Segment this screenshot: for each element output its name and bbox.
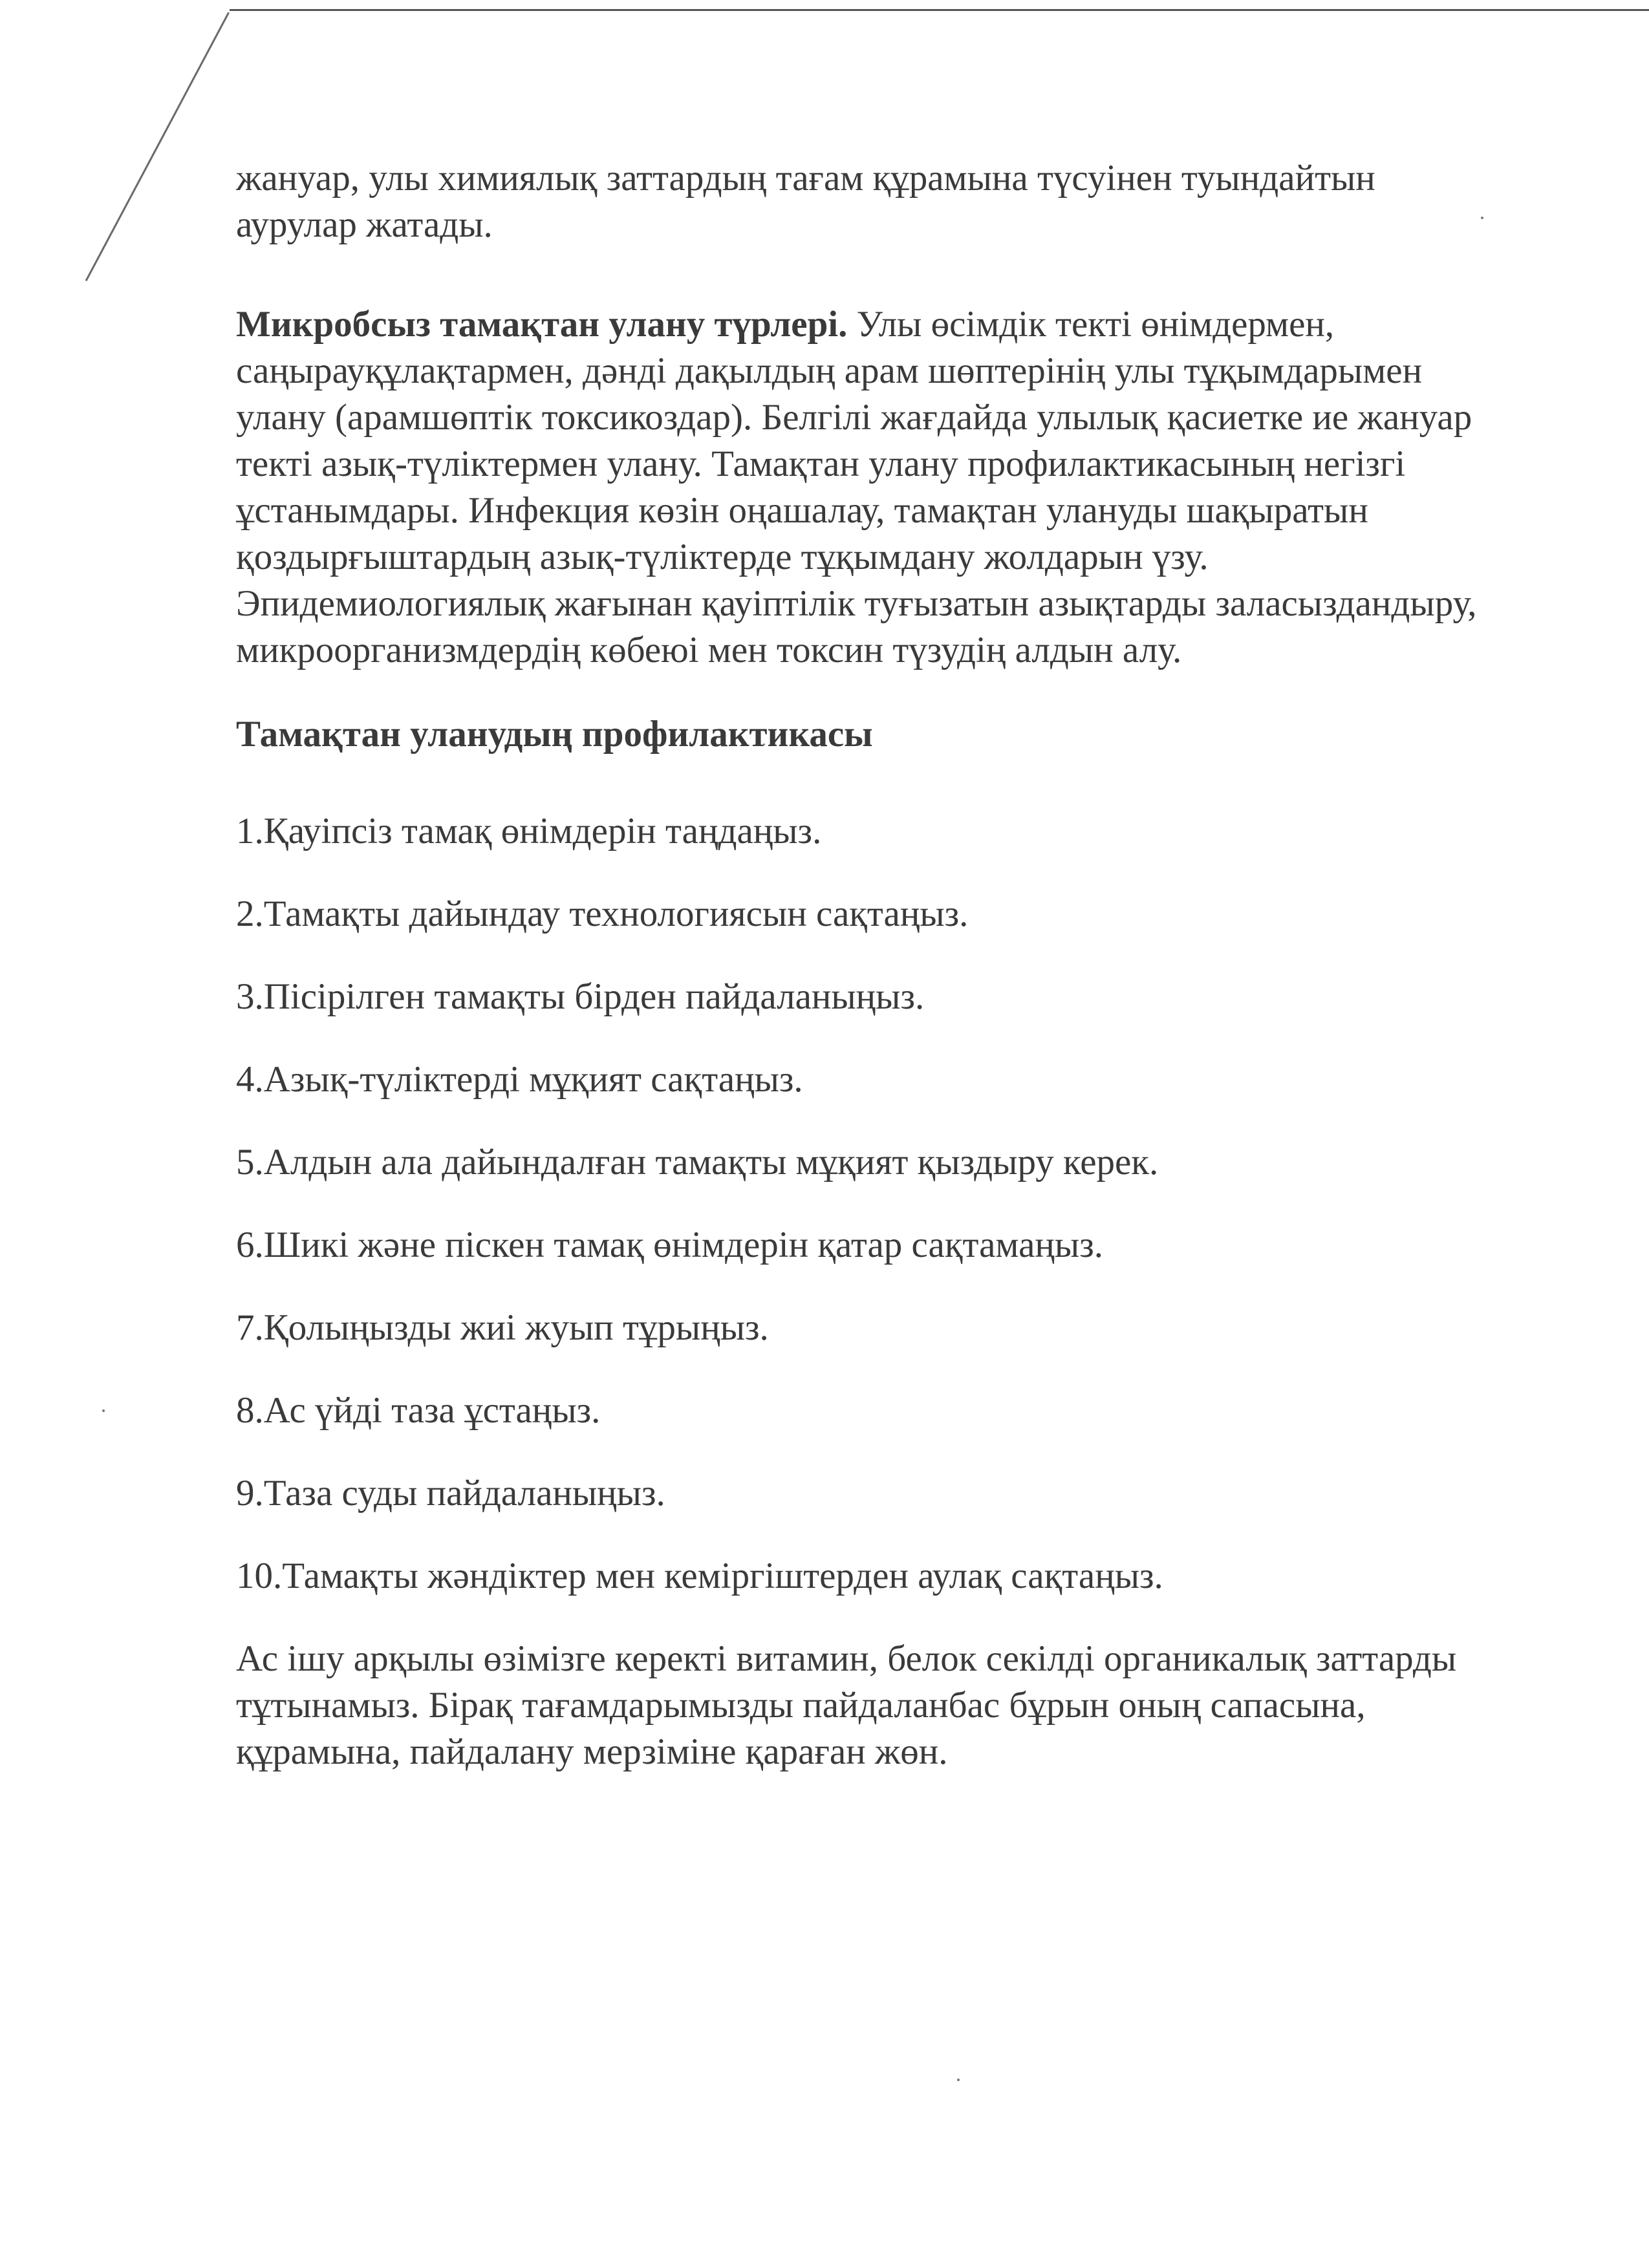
prevention-list (236, 808, 1529, 1599)
list-item: 1.Қауіпсіз тамақ өнімдерін таңдаңыз. (236, 811, 822, 851)
closing-line: Ас ішу арқылы өзімізге керекті витамин, белок секілді органикалық заттарды (236, 1638, 1457, 1679)
list-item: 3.Пісірілген тамақты бірден пайдаланыңыз. (236, 976, 925, 1017)
section-heading: Тамақтан уланудың профилактикасы (236, 714, 873, 754)
intro-line: жануар, улы химиялық заттардың тағам құрамына түсуінен туындайтын (236, 158, 1375, 198)
list-item: 10.Тамақты жәндіктер мен кеміргіштерден аулақ сақтаңыз. (236, 1556, 1163, 1596)
types-line: микроорганизмдердің көбеюі мен токсин түзудің алдын алу. (236, 630, 1182, 670)
scan-edge-top (230, 9, 1649, 15)
types-first-line-rest: Улы өсімдік текті өнімдермен, (847, 304, 1335, 345)
types-paragraph (236, 301, 1529, 674)
list-item: 8.Ас үйді таза ұстаңыз. (236, 1390, 601, 1431)
types-line: ұстанымдары. Инфекция көзін оңашалау, тамақтан улануды шақыратын (236, 490, 1368, 531)
intro-line: аурулар жатады. (236, 204, 493, 245)
types-line: Эпидемиологиялық жағынан қауіптілік туғызатын азықтарды заласыздандыру, (236, 583, 1477, 624)
types-line: текті азық-түліктермен улану. Тамақтан улану профилактикасының негізгі (236, 444, 1406, 484)
scan-speck (102, 1409, 105, 1412)
types-bold-lead: Микробсыз тамақтан улану түрлері. (236, 304, 848, 345)
list-item: 9.Таза суды пайдаланыңыз. (236, 1473, 665, 1514)
list-item: 6.Шикі және піскен тамақ өнімдерін қатар сақтамаңыз. (236, 1225, 1103, 1265)
closing-line: құрамына, пайдалану мерзіміне қараған жөн. (236, 1731, 948, 1772)
list-item: 2.Тамақты дайындау технологиясын сақтаңыз. (236, 893, 969, 934)
list-item: 7.Қолыңызды жиі жуып тұрыңыз. (236, 1307, 769, 1348)
types-first-line (236, 301, 1529, 348)
types-line: қоздырғыштардың азық-түліктерде тұқымдану жолдарын үзу. (236, 537, 1209, 577)
document-body (236, 155, 1529, 1813)
intro-paragraph (236, 155, 1529, 248)
types-line: саңырауқұлақтармен, дәнді дақылдың арам шөптерінің улы тұқымдарымен (236, 350, 1423, 391)
list-item: 5.Алдын ала дайындалған тамақты мұқият қыздыру керек. (236, 1142, 1159, 1182)
types-line: улану (арамшөптік токсикоздар). Белгілі жағдайда улылық қасиетке ие жануар (236, 397, 1472, 438)
list-item: 4.Азық-түліктерді мұқият сақтаңыз. (236, 1059, 803, 1100)
scan-speck (957, 2079, 960, 2081)
closing-paragraph (236, 1636, 1529, 1775)
closing-line: тұтынамыз. Бірақ тағамдарымызды пайдаланбас бұрын оның сапасына, (236, 1685, 1366, 1726)
scan-edge-diagonal (85, 12, 230, 281)
